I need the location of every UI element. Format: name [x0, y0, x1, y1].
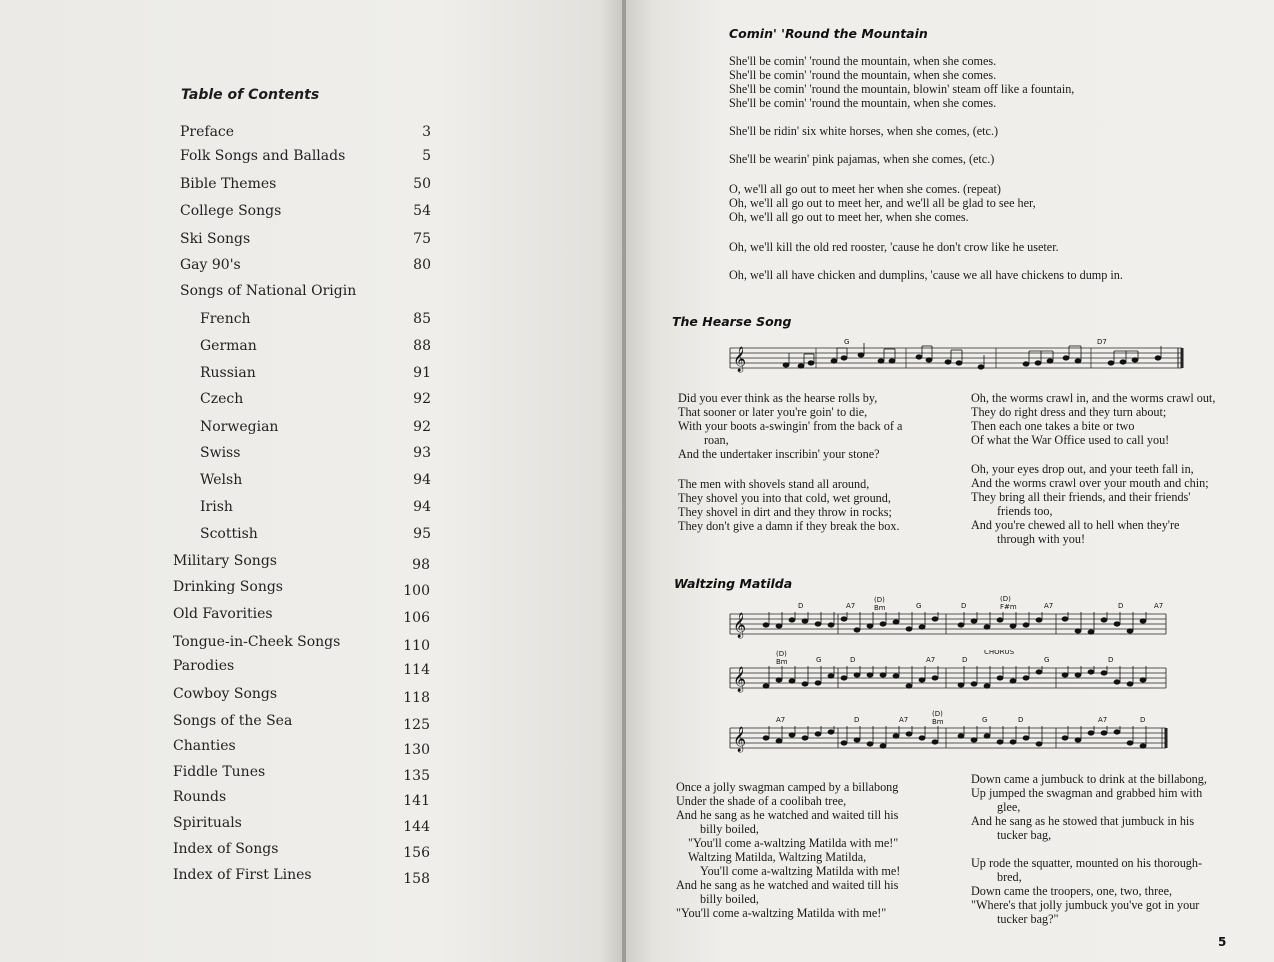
toc-entry-title: Russian — [200, 365, 256, 381]
chord-label: D — [1108, 656, 1114, 664]
toc-entry-title: Gay 90's — [180, 257, 241, 273]
music-staff-matilda-3 — [726, 710, 1186, 760]
lyric-line: Oh, we'll all go out to meet her, when she comes. — [729, 210, 969, 224]
toc-entry-page: 92 — [413, 391, 431, 407]
toc-entry-page: 114 — [403, 662, 430, 678]
toc-entry-page: 156 — [403, 845, 430, 861]
toc-entry-page: 141 — [403, 793, 430, 809]
toc-entry-page: 100 — [403, 583, 430, 599]
lyric-line: Oh, we'll all go out to meet her, and we'll all be glad to see her, — [729, 196, 1036, 210]
chord-label: A7 — [776, 716, 786, 724]
lyric-line: And he sang as he watched and waited till his — [676, 808, 899, 822]
chord-label: A7 — [1154, 602, 1164, 610]
lyric-line: Waltzing Matilda, Waltzing Matilda, — [688, 850, 867, 864]
lyric-line: And you're chewed all to hell when they're — [971, 518, 1180, 532]
chord-label: (D) — [776, 650, 787, 658]
toc-entry-title: Swiss — [200, 445, 241, 461]
lyric-line: She'll be ridin' six white horses, when she comes, (etc.) — [729, 124, 999, 138]
toc-entry-title: Welsh — [200, 472, 243, 488]
toc-entry-page: 95 — [413, 526, 431, 542]
left-page — [0, 0, 624, 962]
toc-entry-page: 50 — [413, 176, 431, 192]
lyric-line: O, we'll all go out to meet her when she comes. (repeat) — [729, 182, 1001, 196]
chord-label: A7 — [1044, 602, 1054, 610]
music-staff-hearse — [726, 336, 1186, 378]
chord-label: D — [850, 656, 856, 664]
svg-text:𝄞: 𝄞 — [733, 667, 747, 692]
lyric-line: Oh, we'll all have chicken and dumplins, 'cause we all have chickens to dump in. — [729, 268, 1123, 282]
toc-entry-title: Bible Themes — [180, 176, 277, 192]
toc-entry-page: 135 — [403, 768, 430, 784]
chord-label: G — [816, 656, 822, 664]
toc-entry-title: Index of Songs — [173, 841, 279, 857]
svg-text:𝄞: 𝄞 — [733, 727, 747, 752]
toc-entry-page: 94 — [413, 499, 431, 515]
toc-entry-page: 94 — [413, 472, 431, 488]
lyric-line: Up rode the squatter, mounted on his thorough- — [971, 856, 1203, 870]
lyric-line: Up jumped the swagman and grabbed him with — [971, 786, 1203, 800]
toc-entry-title: Preface — [180, 124, 235, 140]
toc-entry-title: Songs of National Origin — [180, 283, 357, 299]
toc-entry-title: Songs of the Sea — [173, 713, 293, 729]
table-of-contents — [0, 0, 624, 962]
lyric-line: They shovel in dirt and they throw in rocks; — [678, 505, 892, 519]
toc-entry-title: Ski Songs — [180, 231, 251, 247]
toc-entry-title: Rounds — [173, 789, 227, 805]
chord-label: A7 — [1098, 716, 1108, 724]
chord-label: G — [982, 716, 988, 724]
lyric-line: Oh, your eyes drop out, and your teeth fall in, — [971, 462, 1194, 476]
toc-entry-title: Spirituals — [173, 815, 242, 831]
chord-label: G — [844, 338, 850, 346]
lyric-line: Down came a jumbuck to drink at the billabong, — [971, 772, 1207, 786]
chord-label: D — [854, 716, 860, 724]
chord-label: D — [1118, 602, 1124, 610]
toc-entry-title: Irish — [200, 499, 233, 515]
toc-entry-page: 85 — [413, 311, 431, 327]
lyric-line: Under the shade of a coolibah tree, — [676, 794, 847, 808]
lyric-line: They bring all their friends, and their friends' — [971, 490, 1191, 504]
chord-label: D — [1140, 716, 1146, 724]
chord-label: D7 — [1097, 338, 1107, 346]
lyric-line: through with you! — [997, 532, 1086, 546]
lyric-line: They do right dress and they turn about; — [971, 405, 1167, 419]
lyric-line: Then each one takes a bite or two — [971, 419, 1135, 433]
lyric-line: Oh, the worms crawl in, and the worms crawl out, — [971, 391, 1216, 405]
lyric-line: With your boots a-swingin' from the back of a — [678, 419, 903, 433]
lyric-line: "You'll come a-waltzing Matilda with me!" — [676, 906, 887, 920]
lyric-line: That sooner or later you're goin' to die, — [678, 405, 868, 419]
toc-entry-title: German — [200, 338, 257, 354]
toc-entry-page: 98 — [412, 557, 430, 573]
toc-entry-page: 118 — [403, 690, 430, 706]
lyric-line: She'll be comin' 'round the mountain, blowin' steam off like a fountain, — [729, 82, 1075, 96]
chord-label: D — [962, 656, 968, 664]
toc-entry-page: 5 — [422, 148, 431, 164]
toc-title: Table of Contents — [181, 87, 320, 103]
song-title-comin-round: Comin' 'Round the Mountain — [729, 26, 928, 41]
toc-entry-page: 88 — [413, 338, 431, 354]
lyric-line: They don't give a damn if they break the box. — [678, 519, 900, 533]
chord-label: A7 — [846, 602, 856, 610]
lyric-line: billy boiled, — [700, 822, 759, 836]
chord-label: (D) — [874, 596, 885, 604]
lyric-line: glee, — [997, 800, 1021, 814]
toc-entry-page: 3 — [422, 124, 431, 140]
toc-entry-page: 144 — [403, 819, 430, 835]
toc-entry-title: Military Songs — [173, 553, 277, 569]
toc-entry-title: College Songs — [180, 203, 282, 219]
lyric-line: Down came the troopers, one, two, three, — [971, 884, 1173, 898]
lyric-line: tucker bag?" — [997, 912, 1059, 926]
chord-label: (D) — [1000, 596, 1011, 603]
song-title-waltzing-matilda: Waltzing Matilda — [674, 576, 793, 591]
lyric-line: Of what the War Office used to call you! — [971, 433, 1170, 447]
toc-entry-title: Chanties — [173, 738, 236, 754]
song-title-hearse-song: The Hearse Song — [672, 314, 792, 329]
toc-entry-title: Index of First Lines — [173, 867, 312, 883]
lyric-line: bred, — [997, 870, 1022, 884]
chord-label: F#m — [1000, 603, 1017, 611]
toc-entry-page: 54 — [413, 203, 431, 219]
lyric-line: Once a jolly swagman camped by a billabong — [676, 780, 899, 794]
toc-entry-page: 75 — [413, 231, 431, 247]
lyric-line: And the worms crawl over your mouth and chin; — [971, 476, 1209, 490]
toc-entry-page: 92 — [413, 419, 431, 435]
lyric-line: And he sang as he watched and waited till his — [676, 878, 899, 892]
chord-label: A7 — [899, 716, 909, 724]
chord-label: Bm — [776, 658, 788, 666]
toc-entry-page: 91 — [413, 365, 431, 381]
toc-entry-page: 110 — [403, 638, 430, 654]
toc-entry-page: 158 — [403, 871, 430, 887]
lyric-line: roan, — [704, 433, 729, 447]
music-staff-matilda-2 — [726, 650, 1186, 700]
lyric-line: She'll be comin' 'round the mountain, when she comes. — [729, 54, 997, 68]
chord-label: G — [1044, 656, 1050, 664]
lyric-line: And the undertaker inscribin' your stone? — [678, 447, 880, 461]
lyric-line: She'll be comin' 'round the mountain, when she comes. — [729, 96, 997, 110]
lyric-line: tucker bag, — [997, 828, 1052, 842]
lyric-line: Did you ever think as the hearse rolls by, — [678, 391, 878, 405]
lyric-line: billy boiled, — [700, 892, 759, 906]
toc-entry-page: 106 — [403, 610, 430, 626]
lyric-line: She'll be comin' 'round the mountain, when she comes. — [729, 68, 997, 82]
toc-entry-page: 80 — [413, 257, 431, 273]
music-staff-matilda-1 — [726, 596, 1186, 646]
lyric-line: "Where's that jolly jumbuck you've got in your — [971, 898, 1200, 912]
toc-entry-title: French — [200, 311, 251, 327]
chord-label: Bm — [932, 718, 944, 726]
right-page — [626, 0, 1274, 962]
toc-entry-title: Parodies — [173, 658, 235, 674]
toc-entry-title: Folk Songs and Ballads — [180, 148, 346, 164]
toc-entry-title: Old Favorities — [173, 606, 273, 622]
chord-label: (D) — [932, 710, 943, 718]
toc-entry-page: 125 — [403, 717, 430, 733]
lyric-line: They shovel you into that cold, wet ground, — [678, 491, 891, 505]
lyric-line: Oh, we'll kill the old red rooster, 'cause he don't crow like he useter. — [729, 240, 1059, 254]
svg-text:𝄞: 𝄞 — [733, 613, 747, 638]
chorus-label: CHORUS — [984, 650, 1015, 656]
chord-label: D — [1018, 716, 1024, 724]
chord-label: D — [961, 602, 967, 610]
lyric-line: She'll be wearin' pink pajamas, when she comes, (etc.) — [729, 152, 995, 166]
lyric-line: You'll come a-waltzing Matilda with me! — [700, 864, 901, 878]
toc-entry-title: Cowboy Songs — [173, 686, 278, 702]
chord-label: D — [798, 602, 804, 610]
chord-label: A7 — [926, 656, 936, 664]
page-number: 5 — [1218, 935, 1227, 949]
toc-entry-title: Fiddle Tunes — [173, 764, 266, 780]
toc-entry-title: Tongue-in-Cheek Songs — [173, 634, 341, 650]
svg-text:𝄞: 𝄞 — [733, 347, 747, 372]
toc-entry-page: 93 — [413, 445, 431, 461]
toc-entry-title: Drinking Songs — [173, 579, 283, 595]
toc-entry-title: Czech — [200, 391, 244, 407]
lyric-line: friends too, — [997, 504, 1053, 518]
lyric-line: And he sang as he stowed that jumbuck in his — [971, 814, 1195, 828]
lyric-line: "You'll come a-waltzing Matilda with me!" — [688, 836, 899, 850]
toc-entry-title: Scottish — [200, 526, 258, 542]
chord-label: Bm — [874, 604, 886, 612]
toc-entry-page: 130 — [403, 742, 430, 758]
toc-entry-title: Norwegian — [200, 419, 279, 435]
lyric-line: The men with shovels stand all around, — [678, 477, 870, 491]
chord-label: G — [916, 602, 922, 610]
